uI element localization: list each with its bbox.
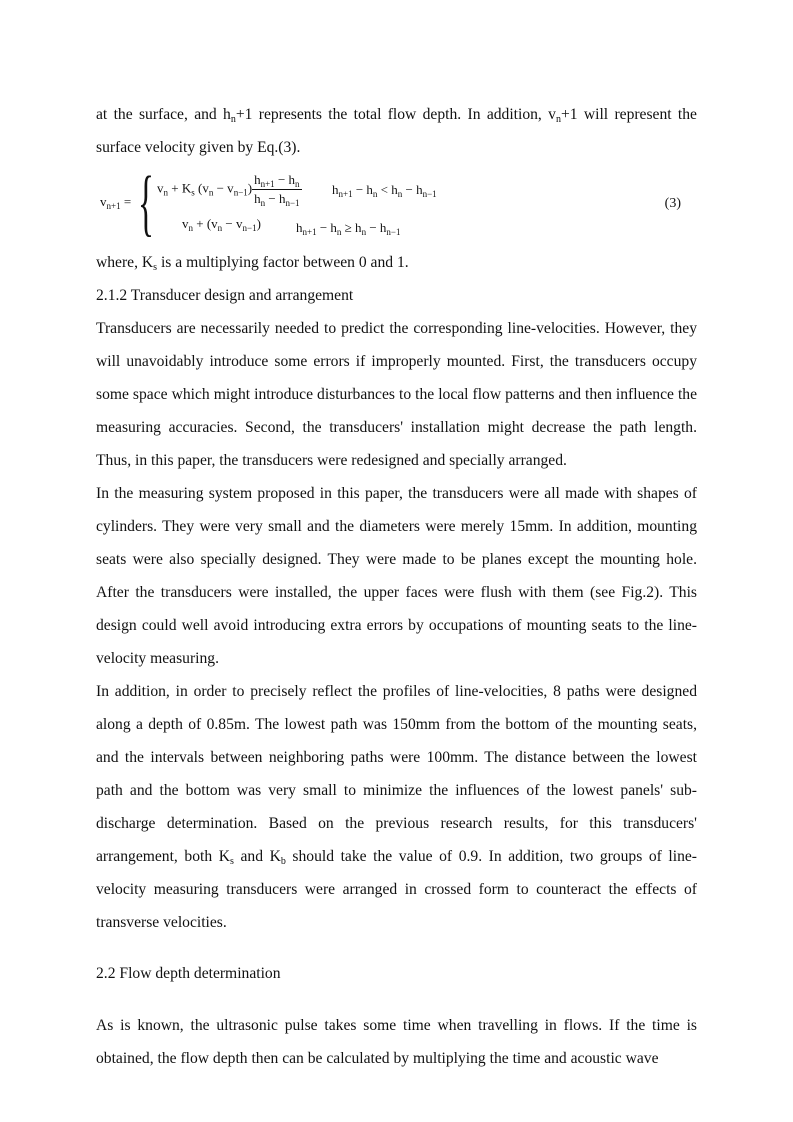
equation-3 [96, 162, 697, 246]
equation-condition-2: $h_{n+1} - h_n \ge h_n - h_{n-1}$ [296, 220, 401, 237]
equation-case-2: $v_n + (v_n - v_{n-1})$ [182, 216, 261, 233]
equation-condition-1: $h_{n+1} - h_n < h_n - h_{n-1}$ [332, 182, 437, 199]
section-heading-2-1-2: 2.1.2 Transducer design and arrangement [96, 287, 354, 304]
page-body [96, 98, 697, 1075]
equation-lhs: $v_{n+1}$ = [100, 194, 132, 211]
paragraph-intro: at the surface, and $h_n+1$ represents the total flow depth. In addition, $v_n+1$ will represent the surface velocity given by Eq.(3). [96, 106, 697, 156]
section-heading-2-2: 2.2 Flow depth determination [96, 965, 281, 982]
paragraph-where: where, $K_s$ is a multiplying factor between 0 and 1. [96, 254, 409, 273]
paragraph-measuring-system: In the measuring system proposed in this paper, the transducers were all made with shapes of cylinders. They were very small and the diameters were merely 15mm. In addition, mounting seats were also specially designed. They were made to be planes except the mounting hole. After the transducers were installed, the upper faces were flush with them (see Fig.2). This design could well avoid introducing extra errors by occupations of mounting seats to the line-velocity measuring. [96, 485, 697, 667]
equation-number: (3) [664, 196, 681, 211]
paragraph-paths: In addition, in order to precisely reflect the profiles of line-velocities, 8 paths were designed along a depth of 0.85m. The lowest path was 150mm from the bottom of the mounting seats, and the intervals between neighboring paths were 100mm. The distance between the lowest path and the bottom was very small to minimize the influences of the lowest panels' sub-discharge determination. Based on the previous research results, for this transducers' arrangement, both $K_s$ and $K_b$ should take the value of 0.9. In addition, two groups of line-velocity measuring transducers were arranged in crossed form to counteract the effects of transverse velocities. [96, 683, 697, 931]
paragraph-flow-depth: As is known, the ultrasonic pulse takes some time when travelling in flows. If the time is obtained, the flow depth then can be calculated by multiplying the time and acoustic wave [96, 1017, 697, 1067]
equation-brace: { [138, 162, 154, 244]
paragraph-transducers: Transducers are necessarily needed to predict the corresponding line-velocities. However, they will unavoidably introduce some errors if improperly mounted. First, the transducers occupy some space which might introduce disturbances to the local flow patterns and then influence the measuring accuracies. Second, the transducers' installation might decrease the path length. Thus, in this paper, the transducers were redesigned and specially arranged. [96, 320, 697, 469]
equation-case-1: $v_n + K_s$ $(v_n - v_{n-1})$ $\frac{h_{n+1} - h_n}{h_n - h_{n-1}}$ [157, 172, 300, 208]
